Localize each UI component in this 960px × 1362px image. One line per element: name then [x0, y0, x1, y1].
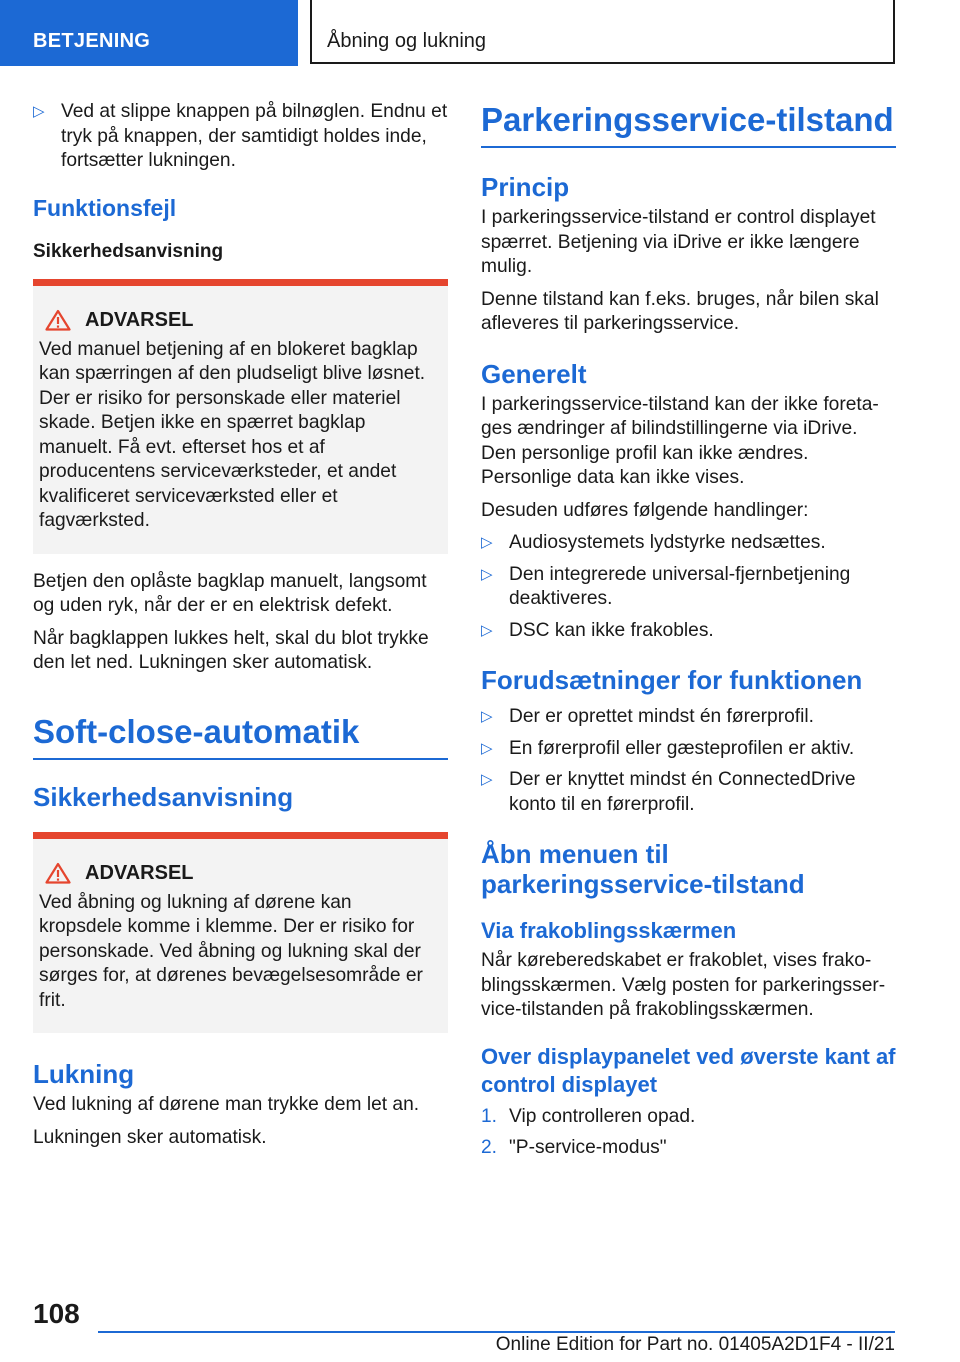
bullet-triangle-icon: ▷: [481, 534, 493, 551]
princip-heading: Princip: [481, 172, 570, 202]
via-heading: Via frakoblingsskærmen: [481, 918, 737, 943]
list-item: [481, 737, 896, 762]
edition-text: Online Edition for Part no. 01405A2D1F4 - II/21: [495, 1334, 895, 1355]
warning-title-1: [39, 308, 438, 332]
parkeringsservice-title: Parkeringsservice-tilstand: [481, 100, 896, 148]
generelt-heading: Generelt: [481, 358, 587, 389]
list-item: [33, 100, 448, 174]
list-item-text: En førerprofil eller gæsteprofilen er aktiv.: [509, 737, 855, 759]
warning-title-2: [39, 861, 438, 885]
list-item: [481, 563, 896, 612]
paragraph: Denne tilstand kan f.eks. bruges, når bilen skal afleveres til parkeringsservice.: [481, 288, 879, 334]
warning-text-1: Ved manuel betjening af en blokeret bagklap kan spærringen af den pludseligt blive løsnet. Der er risiko for personskade eller materiel skade. Betjen ikke en spærret bagklap manuelt. Få evt. efterset hos et af producentens serviceværksteder, et andet kvalificeret serviceværksted eller et fagværksted.: [39, 338, 426, 531]
aabn-heading: Åbn menuen til parkeringsservice-tilstand: [481, 839, 805, 899]
step-number: 1.: [481, 1105, 498, 1127]
paragraph: Desuden udføres følgende handlinger:: [481, 499, 809, 521]
safety-heading-2: Sikkerhedsanvisning: [33, 781, 294, 812]
chapter-title: Åbning og lukning: [310, 0, 895, 64]
paragraph: Ved lukning af dørene man trykke dem let an.: [33, 1094, 420, 1115]
bullet-triangle-icon: ▷: [481, 739, 493, 757]
safety-heading-1: Sikkerhedsanvisning: [33, 240, 224, 262]
page-number: 108: [33, 1298, 80, 1329]
bullet-triangle-icon: ▷: [481, 771, 493, 788]
generelt-bullet-list: [481, 531, 896, 643]
paragraph: I parkeringsservice-tilstand er control displayet spærret. Betjening via iDrive er ikke længere mulig.: [481, 207, 876, 277]
list-item: [481, 619, 896, 644]
bullet-triangle-icon: ▷: [481, 621, 493, 639]
paragraph: Når bagklappen lukkes helt, skal du blot trykke den let ned. Lukningen sker automatisk.: [33, 627, 429, 673]
warning-box-2: [33, 832, 448, 1034]
step-item: [481, 1136, 896, 1161]
list-item-text: Der er oprettet mindst én førerprofil.: [509, 706, 814, 727]
forudsaetninger-bullet-list: [481, 705, 896, 817]
list-item: [481, 768, 896, 817]
left-column: [33, 100, 448, 1158]
right-column: [481, 100, 896, 1168]
warning-label: ADVARSEL: [85, 861, 194, 884]
step-text: "P-service-modus": [509, 1137, 667, 1158]
section-tab[interactable]: BETJENING: [0, 0, 298, 66]
warning-triangle-icon: [45, 862, 71, 884]
bullet-triangle-icon: ▷: [481, 565, 493, 583]
paragraph: I parkeringsservice-tilstand kan der ikke foretages ændringer af bilindstillingerne via iDrive. Den personlige profil kan ikke ændres. Personlige data kan ikke vises.: [481, 393, 879, 488]
list-item-text: Audiosystemets lydstyrke nedsættes.: [509, 532, 826, 553]
bullet-triangle-icon: ▷: [33, 103, 45, 120]
warning-box-1: [33, 279, 448, 554]
steps-list: [481, 1105, 896, 1161]
bullet-triangle-icon: ▷: [481, 708, 493, 725]
step-number: 2.: [481, 1137, 498, 1158]
paragraph: Lukningen sker automatisk.: [33, 1126, 267, 1148]
over-heading: Over displaypanelet ved øverste kant af control displayet: [481, 1043, 896, 1097]
step-text: Vip controlleren opad.: [509, 1105, 696, 1127]
page-header: [0, 0, 960, 66]
list-item-text: Der er knyttet mindst én ConnectedDrive konto til en førerprofil.: [509, 769, 856, 815]
list-item-text: DSC kan ikke frakobles.: [509, 619, 714, 641]
warning-label: ADVARSEL: [85, 308, 194, 331]
footer-edition[interactable]: [310, 1332, 895, 1358]
step-item: [481, 1105, 896, 1130]
paragraph: Når køreberedskabet er frakoblet, vises frakoblingsskærmen. Vælg posten for parkeringsservice-tilstanden på frakoblingsskærmen.: [481, 950, 886, 1020]
warning-triangle-icon: [45, 309, 71, 331]
softclose-title: Soft-close-automatik: [33, 712, 448, 760]
warning-text-2: Ved åbning og lukning af dørene kan kropsdele komme i klemme. Der er risiko for personskade. Ved åbning og lukning skal der sørges for, at dørenes bevægelsesområde er frit.: [39, 891, 423, 1011]
paragraph: Betjen den oplåste bagklap manuelt, langsomt og uden ryk, når der er en elektrisk defekt.: [33, 570, 427, 616]
list-item: [481, 705, 896, 730]
list-item-text: Ved at slippe knappen på bilnøglen. Endnu et tryk på knappen, der samtidigt holdes inde, fortsætter lukningen.: [61, 101, 448, 171]
list-item: [481, 531, 896, 556]
list-item-text: Den integrerede universal-fjernbetjening deaktiveres.: [509, 563, 851, 609]
funktionsfejl-heading: Funktionsfejl: [33, 194, 177, 221]
intro-bullet-list: [33, 100, 448, 174]
lukning-heading: Lukning: [33, 1059, 135, 1089]
forudsaetninger-heading: Forudsætninger for funktionen: [481, 665, 863, 695]
